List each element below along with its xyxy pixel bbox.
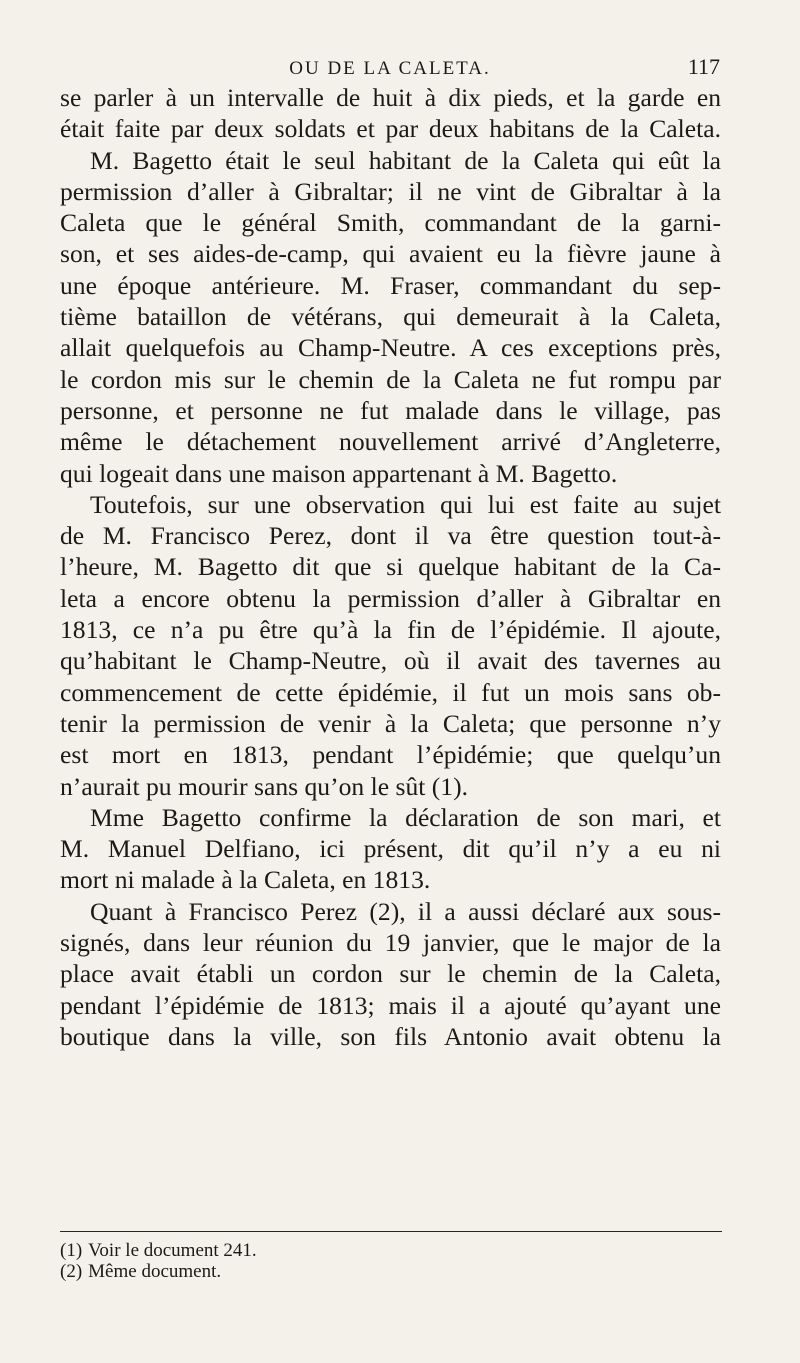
text-line: de M. Francisco Perez, dont il va être question tout-à-	[60, 521, 721, 551]
footnote-rule	[60, 1231, 722, 1232]
footnote-marker: (1)	[60, 1240, 83, 1261]
text-line: allait quelquefois au Champ-Neutre. A ces exceptions près,	[60, 333, 721, 363]
text-line: 1813, ce n’a pu être qu’à la fin de l’épidémie. Il ajoute,	[60, 615, 721, 645]
text-line: M. Manuel Delfiano, ici présent, dit qu’il n’y a eu ni	[60, 834, 721, 864]
running-title: OU DE LA CALETA.	[289, 58, 491, 79]
text-line: Mme Bagetto confirme la déclaration de son mari, et	[90, 802, 721, 832]
text-line: mort ni malade à la Caleta, en 1813.	[60, 865, 431, 895]
footnotes	[60, 1240, 722, 1282]
text-line: était faite par deux soldats et par deux habitans de la Caleta.	[60, 114, 721, 144]
text-line: même le détachement nouvellement arrivé d’Angleterre,	[60, 427, 721, 457]
text-line: n’aurait pu mourir sans qu’on le sût (1).	[60, 771, 468, 801]
footnote-marker: (2)	[60, 1261, 83, 1282]
text-line: permission d’aller à Gibraltar; il ne vint de Gibraltar à la	[60, 176, 721, 206]
text-line: Quant à Francisco Perez (2), il a aussi déclaré aux sous-	[90, 896, 721, 926]
text-line: place avait établi un cordon sur le chemin de la Caleta,	[60, 959, 721, 989]
text-line: le cordon mis sur le chemin de la Caleta ne fut rompu par	[60, 364, 721, 394]
footnote	[60, 1240, 722, 1261]
text-line: tenir la permission de venir à la Caleta; que personne n’y	[60, 708, 721, 738]
text-line: Toutefois, sur une observation qui lui est faite au sujet	[90, 489, 721, 519]
text-line: qu’habitant le Champ-Neutre, où il avait des tavernes au	[60, 646, 721, 676]
text-line: une époque antérieure. M. Fraser, commandant du sep-	[60, 270, 721, 300]
footnote-text: Voir le document 241.	[88, 1240, 257, 1261]
text-line: signés, dans leur réunion du 19 janvier, que le major de la	[60, 928, 721, 958]
text-line: pendant l’épidémie de 1813; mais il a ajouté qu’ayant une	[60, 990, 721, 1020]
page-number: 117	[687, 54, 720, 79]
text-line: personne, et personne ne fut malade dans le village, pas	[60, 395, 721, 425]
text-line: boutique dans la ville, son fils Antonio avait obtenu la	[60, 1021, 721, 1051]
text-line: son, et ses aides-de-camp, qui avaient eu la fièvre jaune à	[60, 239, 721, 269]
text-line: est mort en 1813, pendant l’épidémie; que quelqu’un	[60, 740, 721, 770]
text-line: commencement de cette épidémie, il fut un mois sans ob-	[60, 677, 721, 707]
text-line: leta a encore obtenu la permission d’aller à Gibraltar en	[60, 583, 721, 613]
text-line: Caleta que le général Smith, commandant de la garni-	[60, 208, 721, 238]
text-line: M. Bagetto était le seul habitant de la Caleta qui eût la	[90, 145, 721, 175]
text-line: l’heure, M. Bagetto dit que si quelque habitant de la Ca-	[60, 552, 721, 582]
footnote-text: Même document.	[88, 1261, 222, 1282]
text-line: se parler à un intervalle de huit à dix pieds, et la garde en	[60, 83, 721, 112]
footnote	[60, 1261, 722, 1282]
text-line: tième bataillon de vétérans, qui demeurait à la Caleta,	[60, 302, 721, 332]
body-text	[60, 82, 721, 1052]
text-line: qui logeait dans une maison appartenant à M. Bagetto.	[60, 458, 618, 488]
